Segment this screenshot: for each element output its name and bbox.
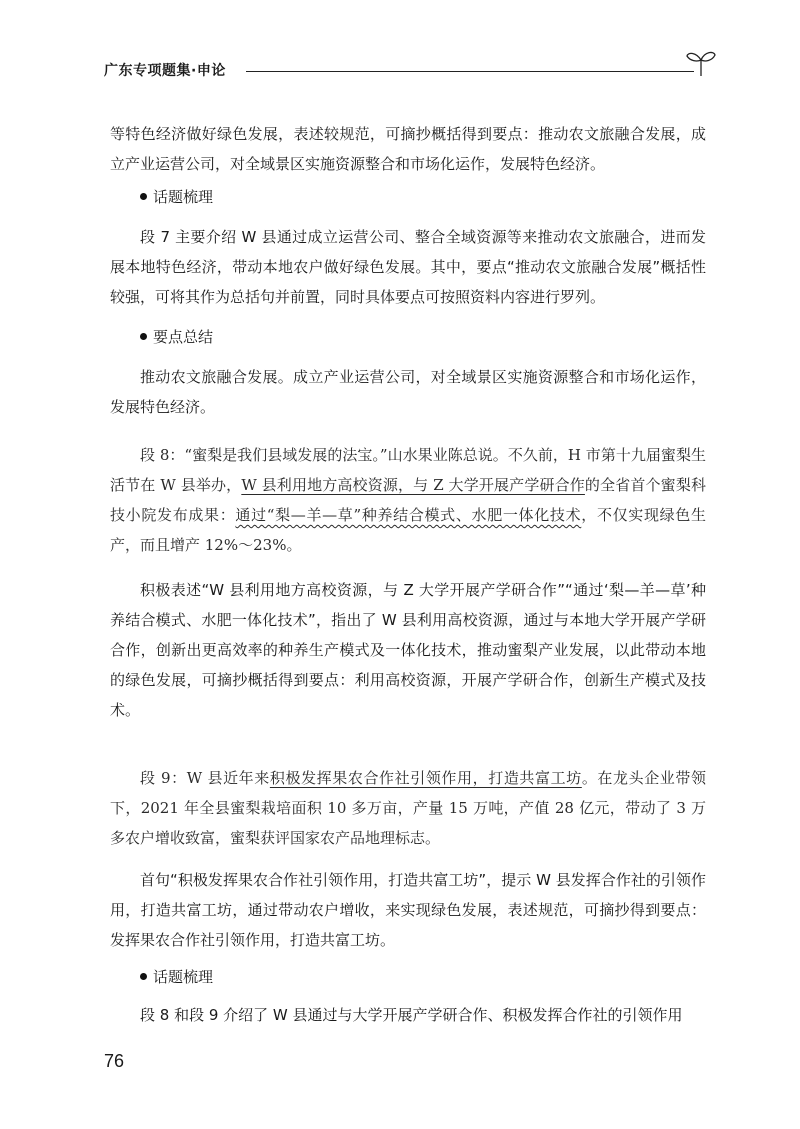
section-heading-topic <box>140 182 213 212</box>
analysis-paragraph-2: 段 7 主要介绍 W 县通过成立运营公司、整合全域资源等来推动农文旅融合，进而发展本地特色经济，带动本地农户做好绿色发展。其中，要点“推动农文旅融合发展”概括性较强，可将其作为总括句并前置，同时具体要点可按照资料内容进行罗列。 <box>110 228 706 306</box>
page-number: 76 <box>104 1051 125 1071</box>
underlined-phrase: W 县利用地方高校资源，与 Z 大学开展产学研合作 <box>241 476 585 494</box>
source-paragraph-9 <box>110 763 706 853</box>
section-heading-topic-2 <box>140 962 213 992</box>
heading-text: 要点总结 <box>153 328 214 346</box>
bullet-icon <box>140 333 147 340</box>
sprout-icon <box>684 48 718 78</box>
source-text: 。在龙头企业带领下，2021 年全县蜜梨栽培面积 10 多万亩，产量 15 万吨，产值 28 亿元，带动了 3 万多农户增收致富，蜜梨获评国家农产品地理标志。 <box>110 769 706 847</box>
source-text: 的全省首个蜜梨科技小院发布成果： <box>110 476 706 524</box>
heading-text: 话题梳理 <box>153 968 214 986</box>
header-rule <box>246 71 694 72</box>
source-text: 段 8：“蜜梨是我们县域发展的法宝。”山水果业陈总说。不久前，H 市第十九届蜜梨生活节在 W 县举办， <box>110 446 706 494</box>
analysis-paragraph-3: 积极表述“W 县利用地方高校资源，与 Z 大学开展产学研合作”“通过‘梨—羊—草’种养结合模式、水肥一体化技术”，指出了 W 县利用高校资源，通过与本地大学开展产学研合作，创新出更高效率的种养生产模式及一体化技术，推动蜜梨产业发展，以此带动本地的绿色发展，可摘抄概括得到要点：利用高校资源，开展产学研合作，创新生产模式及技术。 <box>110 581 706 719</box>
analysis-paragraph-5: 段 8 和段 9 介绍了 W 县通过与大学开展产学研合作、积极发挥合作社的引领作用 <box>140 1006 683 1024</box>
key-point-summary: 推动农文旅融合发展。成立产业运营公司，对全域景区实施资源整合和市场化运作，发展特色经济。 <box>110 368 706 416</box>
bullet-icon <box>140 193 147 200</box>
page-header <box>104 56 716 86</box>
wavy-underlined-phrase: 通过“梨—羊—草”种养结合模式、水肥一体化技术 <box>235 506 582 524</box>
source-paragraph-8 <box>110 440 706 560</box>
source-text: ，不仅实现绿色生产，而且增产 12%～23%。 <box>110 506 706 554</box>
source-text: 段 9：W 县近年来 <box>140 769 270 787</box>
heading-text: 话题梳理 <box>153 188 214 206</box>
bullet-icon <box>140 973 147 980</box>
book-title: 广东专项题集·申论 <box>104 63 226 79</box>
underlined-phrase: 积极发挥果农合作社引领作用，打造共富工坊 <box>269 769 582 787</box>
analysis-paragraph-1: 等特色经济做好绿色发展，表述较规范，可摘抄概括得到要点：推动农文旅融合发展，成立产业运营公司，对全域景区实施资源整合和市场化运作，发展特色经济。 <box>110 125 706 173</box>
analysis-paragraph-4: 首句“积极发挥果农合作社引领作用，打造共富工坊”，提示 W 县发挥合作社的引领作用，打造共富工坊，通过带动农户增收，来实现绿色发展，表述规范，可摘抄得到要点：发挥果农合作社引领作用，打造共富工坊。 <box>110 871 706 949</box>
section-heading-summary <box>140 322 213 352</box>
